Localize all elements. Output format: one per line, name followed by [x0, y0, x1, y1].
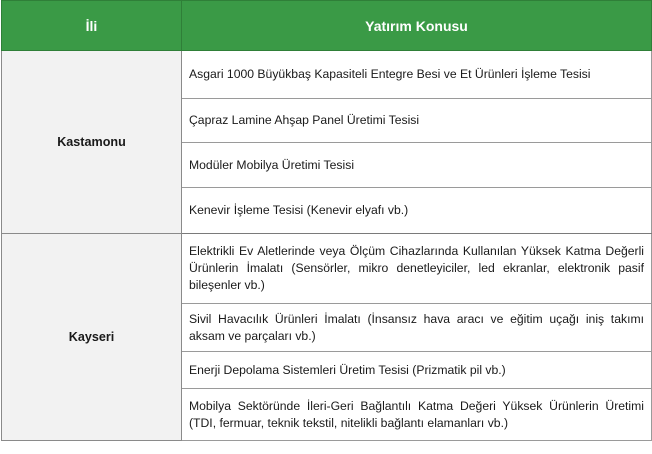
topic-cell: Kenevir İşleme Tesisi (Kenevir elyafı vb.) [182, 188, 652, 234]
province-cell-kastamonu: Kastamonu [2, 51, 182, 234]
province-cell-kayseri: Kayseri [2, 234, 182, 441]
table-body [2, 51, 652, 441]
header-row [2, 1, 652, 51]
topic-cell: Mobilya Sektöründe İleri-Geri Bağlantılı Katma Değeri Yüksek Ürünlerin Üretimi (TDI, fermuar, teknik tekstil, nitelikli bağlantı elamanları vb.) [182, 389, 652, 441]
investment-table [1, 0, 652, 441]
topic-cell: Sivil Havacılık Ürünleri İmalatı (İnsansız hava aracı ve eğitim uçağı iniş takımı aksam ve parçaları vb.) [182, 304, 652, 352]
topic-cell: Asgari 1000 Büyükbaş Kapasiteli Entegre Besi ve Et Ürünleri İşleme Tesisi [182, 51, 652, 99]
header-province: İli [2, 1, 182, 51]
table-header [2, 1, 652, 51]
table-row [2, 234, 652, 304]
topic-cell: Elektrikli Ev Aletlerinde veya Ölçüm Cihazlarında Kullanılan Yüksek Katma Değerli Ürünlerin İmalatı (Sensörler, mikro denetleyiciler, led ekranlar, elektronik pasif bileşenler vb.) [182, 234, 652, 304]
topic-cell: Enerji Depolama Sistemleri Üretim Tesisi (Prizmatik pil vb.) [182, 352, 652, 389]
topic-cell: Modüler Mobilya Üretimi Tesisi [182, 143, 652, 188]
topic-cell: Çapraz Lamine Ahşap Panel Üretimi Tesisi [182, 99, 652, 143]
header-investment-topic: Yatırım Konusu [182, 1, 652, 51]
table-row [2, 51, 652, 99]
